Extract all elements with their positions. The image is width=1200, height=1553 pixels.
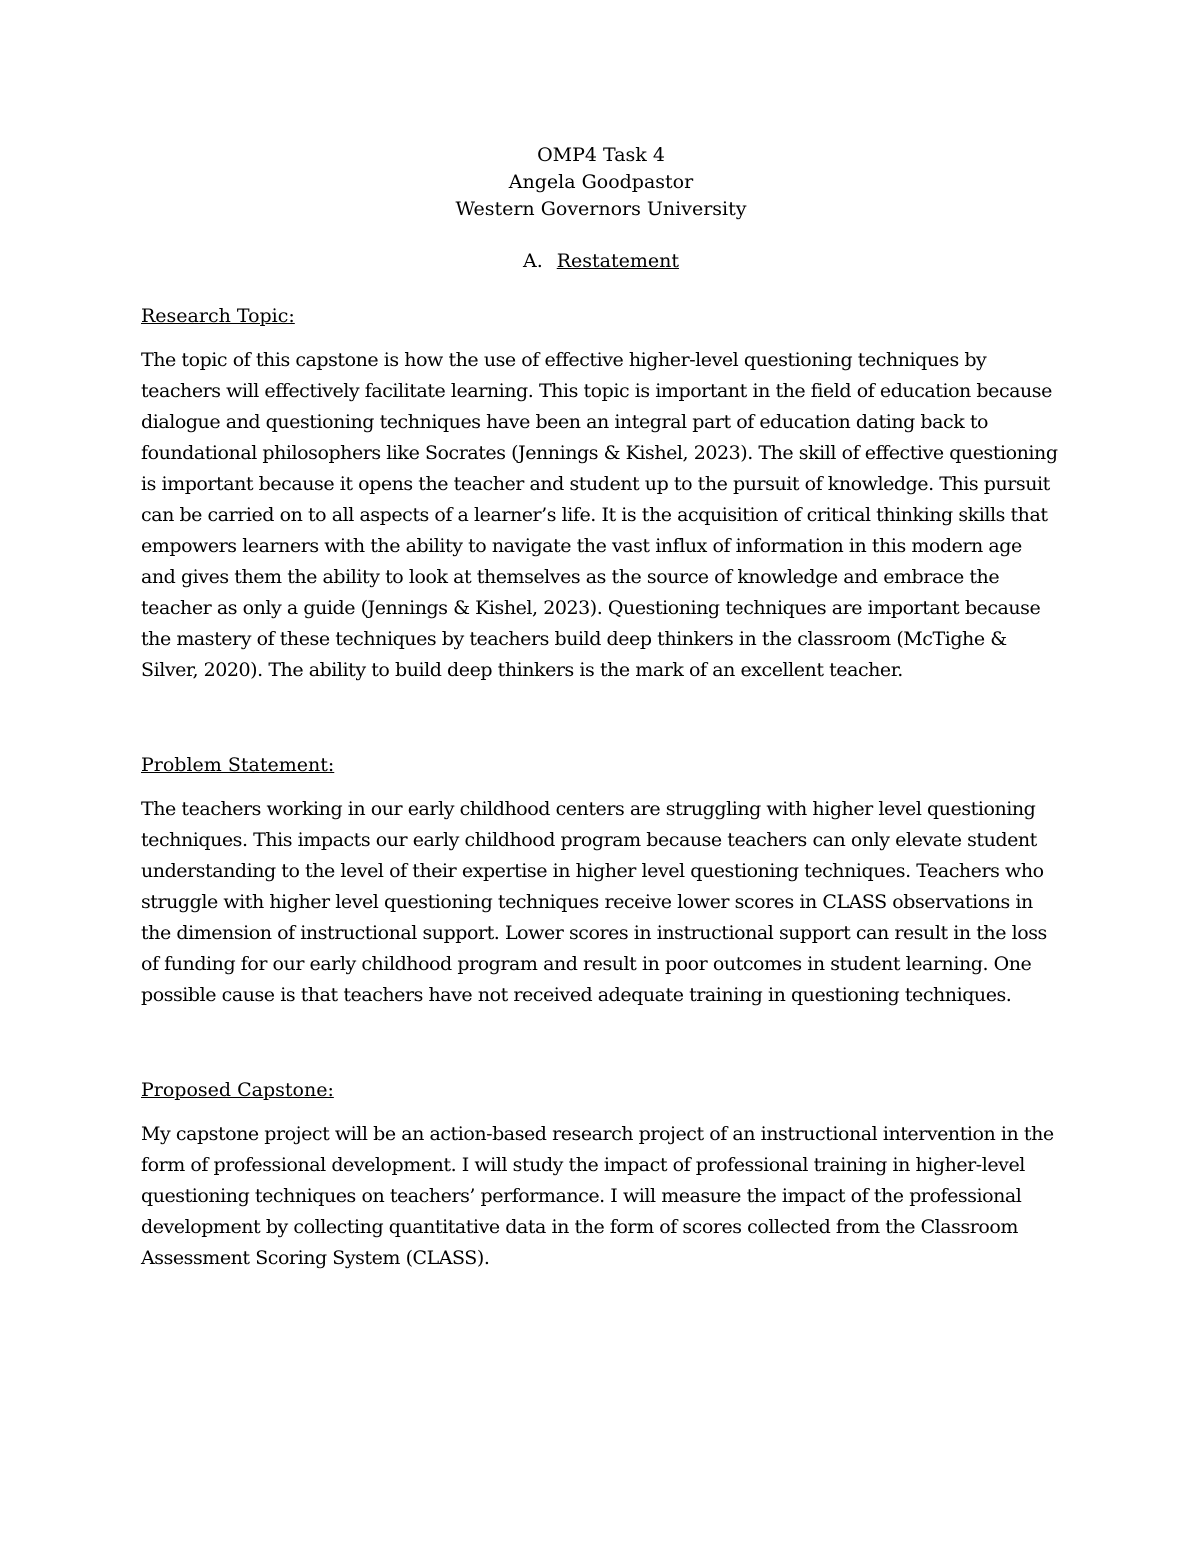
research-topic-paragraph: The topic of this capstone is how the use of effective higher-level questioning techniques by teachers will effectively facilitate learning. This topic is important in the field of education because dialogue and questioning techniques have been an integral part of education dating back to foundational philosophers like Socrates (Jennings & Kishel, 2023). The skill of effective questioning is important because it opens the teacher and student up to the pursuit of knowledge. This pursuit can be carried on to all aspects of a learner’s life. It is the acquisition of critical thinking skills that empowers learners with the ability to navigate the vast influx of information in this modern age and gives them the ability to look at themselves as the source of knowledge and embrace the teacher as only a guide (Jennings & Kishel, 2023). Questioning techniques are important because the mastery of these techniques by teachers build deep thinkers in the classroom (McTighe & Silver, 2020). The ability to build deep thinkers is the mark of an excellent teacher. — [141, 349, 1058, 681]
assignment-title: OMP4 Task 4 — [537, 144, 665, 166]
title-block — [141, 142, 1061, 223]
proposed-capstone-paragraph: My capstone project will be an action-based research project of an instructional intervention in the form of professional development. I will study the impact of professional training in higher-level questioning techniques on teachers’ performance. I will measure the impact of the professional development by collecting quantitative data in the form of scores collected from the Classroom Assessment Scoring System (CLASS). — [141, 1123, 1054, 1269]
problem-statement-heading: Problem Statement: — [141, 754, 335, 776]
author-name: Angela Goodpastor — [508, 171, 694, 193]
problem-statement-paragraph: The teachers working in our early childhood centers are struggling with higher level questioning techniques. This impacts our early childhood program because teachers can only elevate student understanding to the level of their expertise in higher level questioning techniques. Teachers who struggle with higher level questioning techniques receive lower scores in CLASS observations in the dimension of instructional support. Lower scores in instructional support can result in the loss of funding for our early childhood program and result in poor outcomes in student learning. One possible cause is that teachers have not received adequate training in questioning techniques. — [141, 798, 1047, 1006]
section-letter: A. — [522, 250, 543, 272]
proposed-capstone-heading: Proposed Capstone: — [141, 1079, 334, 1101]
section-heading — [141, 248, 1061, 275]
document-content — [141, 142, 1061, 1274]
section-title: Restatement — [556, 250, 680, 272]
research-topic-heading: Research Topic: — [141, 305, 295, 327]
institution-name: Western Governors University — [455, 198, 747, 220]
